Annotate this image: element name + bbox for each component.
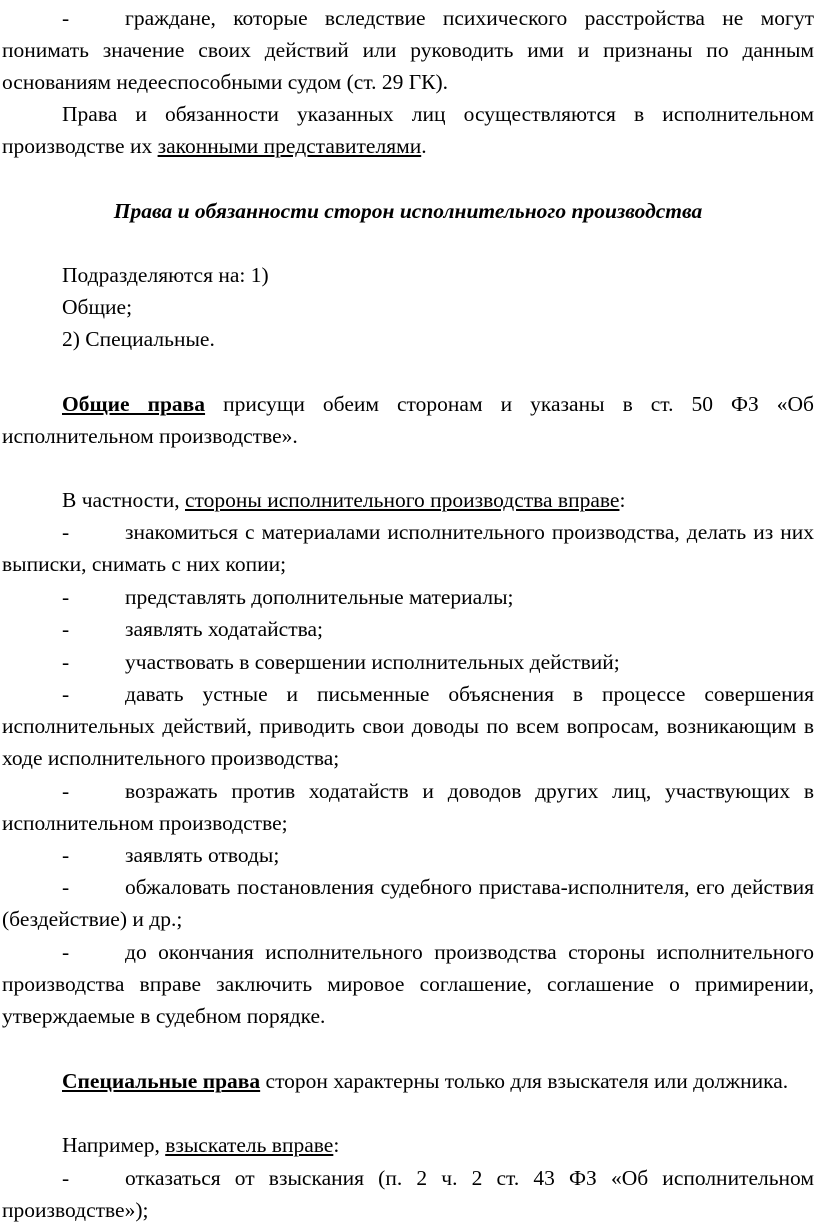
list-dash: - [62, 1166, 70, 1190]
list-item-text: обжаловать постановления судебного пристава-исполнителя, его действия (бездействие) и др.; [2, 875, 814, 931]
list-dash: - [62, 617, 70, 641]
paragraph-text: : [333, 1133, 340, 1157]
general-rights-paragraph [2, 388, 814, 452]
rights-list-item [2, 678, 814, 774]
rights-list-item [2, 936, 814, 1032]
list-item-text: отказаться от взыскания (п. 2 ч. 2 ст. 43 ФЗ «Об исполнительном производстве»); [2, 1166, 814, 1222]
list-item-text: граждане, которые вследствие психического расстройства не могут понимать значение своих действий или руководить ими и признаны по данным основаниям недееспособными судом (ст. 29 ГК). [2, 6, 814, 94]
paragraph-text: сторон характерны только для взыскателя или должника. [260, 1069, 789, 1093]
underlined-term: стороны исполнительного производства вправе [185, 488, 620, 512]
in-particular-paragraph [2, 484, 814, 516]
intro-list-item [2, 2, 814, 98]
classification-line-2: Общие; [62, 295, 133, 319]
underlined-term: законными представителями [157, 134, 422, 158]
classification-line-3: 2) Специальные. [62, 327, 215, 351]
list-dash: - [62, 6, 70, 30]
list-item-text: возражать против ходатайств и доводов других лиц, участвующих в исполнительном производстве; [2, 779, 814, 835]
bold-underlined-term: Специальные права [62, 1069, 261, 1093]
underlined-term: взыскатель вправе [165, 1133, 334, 1157]
list-item-text: заявлять ходатайства; [125, 617, 324, 641]
rights-list-item [2, 775, 814, 839]
list-dash: - [62, 779, 70, 803]
creditor-list-item [2, 1162, 814, 1226]
list-item-text: представлять дополнительные материалы; [125, 585, 514, 609]
list-item-text: знакомиться с материалами исполнительного производства, делать из них выписки, снимать с них копии; [2, 520, 814, 576]
example-paragraph [2, 1129, 814, 1161]
list-dash: - [62, 650, 70, 674]
classification-line-1: Подразделяются на: 1) [62, 263, 269, 287]
rights-list-item [2, 646, 814, 678]
special-rights-paragraph [2, 1065, 814, 1097]
list-dash: - [62, 585, 70, 609]
list-item-text: заявлять отводы; [125, 843, 280, 867]
paragraph-text: Права и обязанности указанных лиц осуществляются в исполнительном производстве их [2, 102, 814, 158]
representatives-paragraph [2, 98, 814, 162]
list-dash: - [62, 520, 70, 544]
paragraph-text: В частности, [62, 488, 185, 512]
list-dash: - [62, 875, 70, 899]
list-dash: - [62, 682, 70, 706]
bold-underlined-term: Общие права [62, 392, 206, 416]
rights-list-item [2, 871, 814, 935]
list-dash: - [62, 843, 70, 867]
rights-list-item [2, 516, 814, 580]
rights-list-item [2, 613, 814, 645]
section-heading: Права и обязанности сторон исполнительного производства [113, 199, 703, 223]
paragraph-text: Например, [62, 1133, 166, 1157]
paragraph-text: : [619, 488, 626, 512]
list-dash: - [62, 940, 70, 964]
paragraph-text: присущи обеим сторонам и указаны в ст. 50 ФЗ «Об исполнительном производстве». [2, 392, 814, 448]
list-item-text: давать устные и письменные объяснения в процессе совершения исполнительных действий, приводить свои доводы по всем вопросам, возникающим в ходе исполнительного производства; [2, 682, 814, 770]
rights-list-item [2, 839, 814, 871]
rights-list-item [2, 581, 814, 613]
list-item-text: до окончания исполнительного производства стороны исполнительного производства вправе заключить мировое соглашение, соглашение о примирении, утверждаемые в судебном порядке. [2, 940, 814, 1028]
paragraph-text: . [421, 134, 427, 158]
list-item-text: участвовать в совершении исполнительных действий; [125, 650, 620, 674]
